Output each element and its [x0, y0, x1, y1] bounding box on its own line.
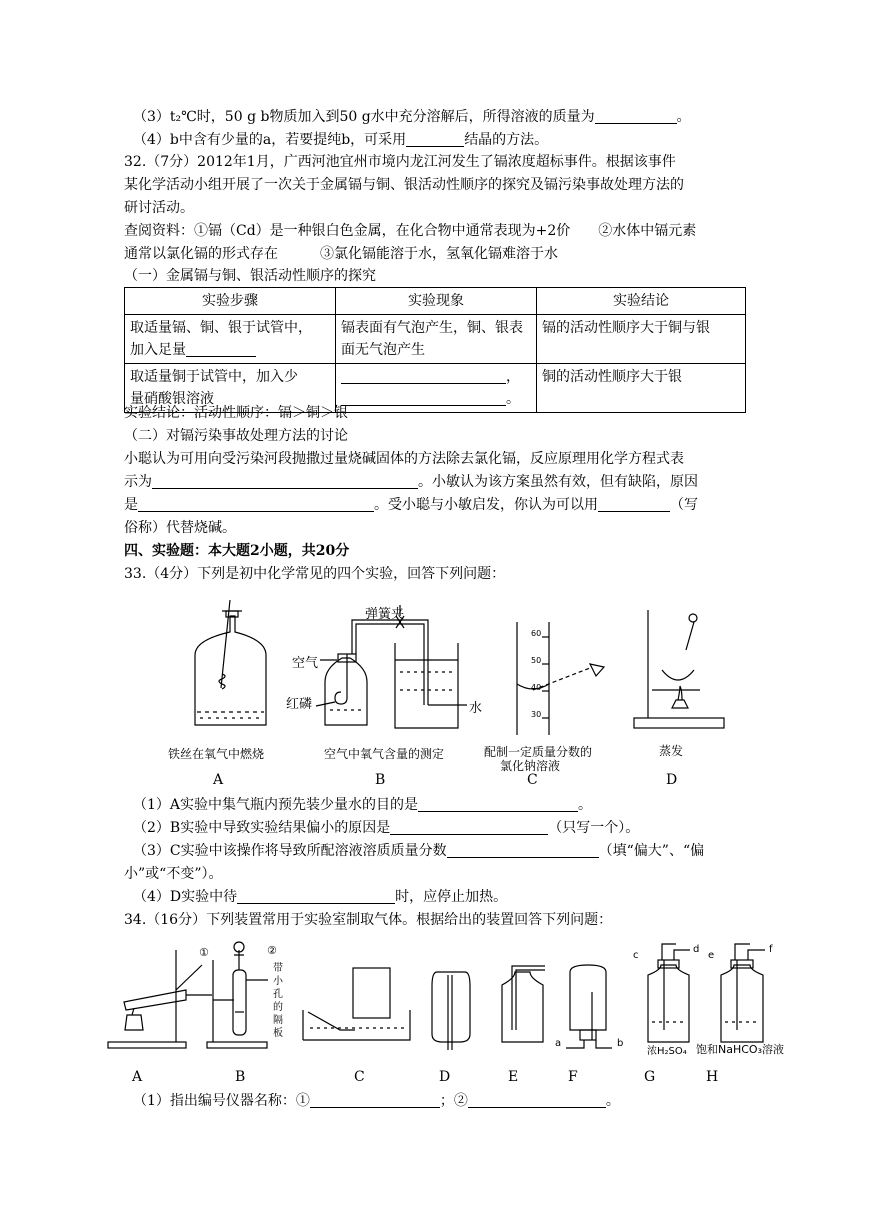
caption-c-line1: 配制一定质量分数的 [484, 745, 593, 759]
letter-e: E [508, 1069, 519, 1085]
q34-intro: 34.（16分）下列装置常用于实验室制取气体。根据给出的装置回答下列问题： [124, 912, 613, 928]
table-header: 实验结论 [537, 288, 746, 315]
label-2: ② [267, 944, 277, 957]
q33-part2: （2）B实验中导致实验结果偏小的原因是 （只写一个）。 [133, 820, 640, 836]
label-h2so4: 浓H₂SO₄ [647, 1046, 687, 1057]
label-air: 空气 [292, 656, 319, 671]
caption-b: 空气中氧气含量的测定 [324, 747, 445, 761]
caption-c-line2: 氯化钠溶液 [500, 759, 561, 773]
label-port-d: d [693, 944, 700, 955]
q32-discussion-3: 是 。受小聪与小敏启发，你认为可以用 （写 [124, 497, 698, 513]
table-header: 实验现象 [336, 288, 537, 315]
scale-50: 50 [531, 656, 542, 665]
q31-part3: （3）t₂℃时，50 g b物质加入到50 g水中充分溶解后，所得溶液的质量为 。 [133, 109, 691, 125]
q33-intro: 33.（4分）下列是初中化学常见的四个实验，回答下列问题： [124, 566, 506, 582]
q33-part3: （3）C实验中该操作将导致所配溶液溶质质量分数 （填“偏大”、“偏 [133, 843, 705, 859]
scale-40: 40 [531, 683, 542, 692]
q32-discussion-2: 示为 。小敏认为该方案虽然有效，但有缺陷，原因 [124, 474, 698, 490]
q32-conclusion: 实验结论：活动性顺序：镉＞铜＞银 [124, 405, 348, 421]
label-port-c: c [633, 950, 639, 961]
letter-c: C [354, 1069, 365, 1085]
q32-line2: 某化学活动小组开展了一次关于金属镉与铜、银活动性顺序的探究及镉污染事故处理方法的 [124, 177, 684, 193]
letter-d: D [666, 772, 678, 788]
label-water: 水 [469, 701, 483, 716]
q32-part2-title: （二）对镉污染事故处理方法的讨论 [124, 428, 348, 444]
letter-f: F [568, 1069, 578, 1085]
label-red-phosphorus: 红磷 [286, 697, 313, 712]
answer-blank[interactable] [310, 1092, 440, 1108]
q32-discussion-1: 小聪认为可用向受污染河段抛撒过量烧碱固体的方法除去氯化镉，反应原理用化学方程式表 [124, 451, 684, 467]
letter-b: B [375, 772, 386, 788]
q32-info1: 查阅资料：①镉（Cd）是一种银白色金属，在化合物中通常表现为+2价 ②水体中镉元素 [124, 223, 697, 239]
label-plate: 带 小 孔 的 隔 板 [273, 963, 283, 1039]
label-spring-clip: 弹簧夹 [365, 607, 405, 622]
letter-a: A [213, 772, 224, 788]
table-row: 取适量镉、铜、银于试管中， 加入足量 镉表面有气泡产生，铜、银表 面无气泡产生 镉的活动性顺序大于铜与银 [125, 315, 746, 364]
letter-c: C [527, 772, 538, 788]
table-row: 取适量铜于试管中，加入少 量硝酸银溶液 ， 。 铜的活动性顺序大于银 [125, 364, 746, 413]
caption-a: 铁丝在氧气中燃烧 [168, 747, 265, 761]
scale-30: 30 [531, 710, 542, 719]
label-nahco3: 饱和NaHCO₃溶液 [696, 1043, 784, 1056]
q33-part4: （4）D实验中待 时，应停止加热。 [133, 889, 508, 905]
label-1: ① [199, 946, 209, 959]
letter-d: D [439, 1069, 451, 1085]
scale-60: 60 [531, 629, 542, 638]
q32-discussion-4: 俗称）代替烧碱。 [124, 520, 236, 536]
label-port-a: a [555, 1038, 562, 1049]
q33-part3b: 小”或“不变”）。 [124, 866, 223, 882]
q34-part1: （1）指出编号仪器名称：① ；② 。 [133, 1093, 620, 1109]
caption-d: 蒸发 [659, 744, 684, 758]
answer-blank[interactable] [468, 1092, 606, 1108]
q32-line1: 32.（7分）2012年1月，广西河池宜州市境内龙江河发生了镉浓度超标事件。根据该事件 [124, 154, 676, 170]
label-port-e: e [708, 950, 715, 961]
table-header: 实验步骤 [125, 288, 336, 315]
section-title: 四、实验题：本大题2小题，共20分 [124, 543, 350, 559]
label-port-f: f [769, 944, 773, 955]
q31-part4: （4）b中含有少量的a，若要提纯b，可采用 结晶的方法。 [133, 132, 549, 148]
letter-h: H [706, 1069, 719, 1085]
q32-line3: 研讨活动。 [124, 200, 194, 216]
label-port-b: b [617, 1038, 624, 1049]
q32-part1-title: （一）金属镉与铜、银活动性顺序的探究 [124, 268, 376, 284]
letter-b: B [235, 1069, 246, 1085]
letter-a: A [132, 1069, 143, 1085]
q33-part1: （1）A实验中集气瓶内预先装少量水的目的是 。 [133, 797, 593, 813]
letter-g: G [644, 1069, 656, 1085]
q32-info2: 通常以氯化镉的形式存在 ③氯化镉能溶于水，氢氧化镉难溶于水 [124, 246, 558, 262]
